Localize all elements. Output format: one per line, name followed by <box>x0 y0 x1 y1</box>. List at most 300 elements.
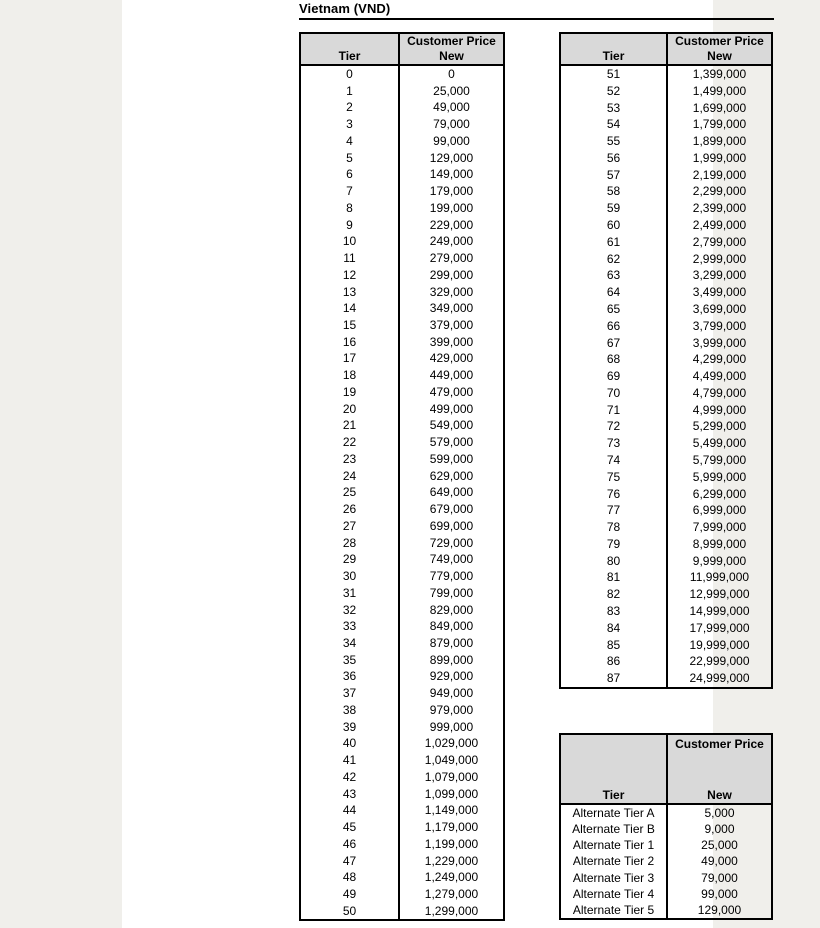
tier-cell: 7 <box>346 184 353 199</box>
price-cell: 349,000 <box>399 300 504 317</box>
price-cell: 179,000 <box>399 183 504 200</box>
price-cell: 5,999,000 <box>667 469 772 486</box>
price-cell: 99,000 <box>399 133 504 150</box>
price-cell: 199,000 <box>399 200 504 217</box>
table-row <box>560 284 772 301</box>
price-cell: 229,000 <box>399 217 504 234</box>
tier-cell: 24 <box>342 468 357 483</box>
table-row <box>300 869 504 886</box>
table-row <box>560 536 772 553</box>
table-row <box>300 334 504 351</box>
table-row <box>560 234 772 251</box>
table-row <box>300 585 504 602</box>
table-row <box>560 150 772 167</box>
tier-cell: 82 <box>606 587 621 602</box>
table-row <box>300 668 504 685</box>
tier-header-label: Tier <box>338 49 361 63</box>
table-row <box>300 200 504 217</box>
price-cell: 299,000 <box>399 267 504 284</box>
price-cell: 429,000 <box>399 350 504 367</box>
table-row <box>300 518 504 535</box>
table-row <box>300 886 504 903</box>
tier-cell: 38 <box>342 702 357 717</box>
price-column-header <box>667 33 772 65</box>
tier-cell: 28 <box>342 535 357 550</box>
price-cell: 3,299,000 <box>667 267 772 284</box>
table-row <box>560 603 772 620</box>
table-row <box>560 569 772 586</box>
table-body <box>560 65 772 688</box>
tier-cell: 18 <box>342 368 357 383</box>
price-cell: 379,000 <box>399 317 504 334</box>
price-cell: 2,299,000 <box>667 183 772 200</box>
price-cell: 999,000 <box>399 719 504 736</box>
tier-cell: 46 <box>342 836 357 851</box>
price-cell: 849,000 <box>399 618 504 635</box>
tier-cell: 32 <box>342 602 357 617</box>
tier-column-header <box>300 33 399 65</box>
table-row <box>560 267 772 284</box>
price-cell: 329,000 <box>399 284 504 301</box>
table-row <box>300 267 504 284</box>
tier-cell: 63 <box>606 268 621 283</box>
tier-cell: 20 <box>342 401 357 416</box>
price-column-header <box>399 33 504 65</box>
tier-cell: 69 <box>606 369 621 384</box>
table-row <box>300 468 504 485</box>
price-cell: 449,000 <box>399 367 504 384</box>
header-row <box>560 33 772 65</box>
price-cell: 4,799,000 <box>667 385 772 402</box>
table-row <box>560 217 772 234</box>
tier-cell: 85 <box>606 637 621 652</box>
tier-cell: 73 <box>606 436 621 451</box>
price-cell: 5,000 <box>667 804 772 821</box>
tier-cell: 51 <box>606 67 621 81</box>
tier-cell: 71 <box>606 402 621 417</box>
table-row <box>300 233 504 250</box>
table-row <box>300 719 504 736</box>
price-cell: 499,000 <box>399 401 504 418</box>
price-cell: 929,000 <box>399 668 504 685</box>
price-cell: 25,000 <box>667 837 772 853</box>
table-row <box>560 318 772 335</box>
price-cell: 24,999,000 <box>667 670 772 688</box>
tier-cell: 65 <box>606 301 621 316</box>
tier-cell: 40 <box>342 736 357 751</box>
price-cell: 2,399,000 <box>667 200 772 217</box>
tier-cell: 42 <box>342 769 357 784</box>
price-cell: 8,999,000 <box>667 536 772 553</box>
table-body <box>300 65 504 920</box>
price-cell: 549,000 <box>399 417 504 434</box>
price-cell: 99,000 <box>667 886 772 902</box>
tier-cell: 53 <box>606 100 621 115</box>
table-row <box>560 133 772 150</box>
price-cell: 149,000 <box>399 166 504 183</box>
price-cell: 729,000 <box>399 535 504 552</box>
price-cell: 879,000 <box>399 635 504 652</box>
price-cell: 249,000 <box>399 233 504 250</box>
table-row <box>560 183 772 200</box>
table-row <box>560 553 772 570</box>
price-cell: 2,199,000 <box>667 167 772 184</box>
tier-cell: 3 <box>346 117 353 132</box>
table-row <box>300 116 504 133</box>
table-row <box>300 853 504 870</box>
table-row <box>560 116 772 133</box>
tier-cell: 77 <box>606 503 621 518</box>
price-cell: 19,999,000 <box>667 637 772 654</box>
header-spacer <box>561 34 666 49</box>
tier-cell: Alternate Tier 1 <box>572 838 655 853</box>
price-cell: 949,000 <box>399 685 504 702</box>
price-cell: 1,179,000 <box>399 819 504 836</box>
new-header-label: New <box>707 788 732 802</box>
table-row <box>560 385 772 402</box>
price-cell: 1,799,000 <box>667 116 772 133</box>
tier-cell: Alternate Tier 2 <box>572 854 655 869</box>
table-row <box>300 551 504 568</box>
price-table <box>559 733 773 920</box>
price-cell: 1,699,000 <box>667 100 772 117</box>
price-cell: 979,000 <box>399 702 504 719</box>
table-row <box>300 652 504 669</box>
price-cell: 79,000 <box>667 870 772 886</box>
table-row <box>300 635 504 652</box>
price-cell: 899,000 <box>399 652 504 669</box>
table-row <box>300 802 504 819</box>
customer-price-header-label: Customer Price <box>675 737 764 751</box>
tier-cell: 36 <box>342 669 357 684</box>
price-cell: 479,000 <box>399 384 504 401</box>
price-cell: 5,299,000 <box>667 418 772 435</box>
tier-cell: 84 <box>606 620 621 635</box>
tier-cell: 45 <box>342 820 357 835</box>
table-row <box>560 335 772 352</box>
table-row <box>300 434 504 451</box>
table-row <box>300 685 504 702</box>
table-row <box>560 167 772 184</box>
tier-cell: 59 <box>606 201 621 216</box>
price-cell: 749,000 <box>399 551 504 568</box>
tier-cell: 17 <box>342 351 357 366</box>
tier-header-label: Tier <box>602 788 625 802</box>
price-cell: 399,000 <box>399 334 504 351</box>
tier-cell: 1 <box>346 83 353 98</box>
table-row <box>300 166 504 183</box>
table-row <box>560 804 772 821</box>
tier-cell: 8 <box>346 200 353 215</box>
table-row <box>300 300 504 317</box>
price-cell: 1,099,000 <box>399 786 504 803</box>
tier-cell: 33 <box>342 619 357 634</box>
price-cell: 5,799,000 <box>667 452 772 469</box>
tier-cell: 58 <box>606 184 621 199</box>
tier-cell: 2 <box>346 100 353 115</box>
price-cell: 1,079,000 <box>399 769 504 786</box>
price-table-tiers-0-50 <box>299 32 505 921</box>
tier-cell: 35 <box>342 652 357 667</box>
tier-cell: 80 <box>606 553 621 568</box>
table-row <box>560 519 772 536</box>
table-row <box>300 535 504 552</box>
table-row <box>300 484 504 501</box>
tier-cell: 19 <box>342 384 357 399</box>
price-cell: 1,299,000 <box>399 903 504 921</box>
table-row <box>300 735 504 752</box>
table-row <box>300 752 504 769</box>
price-cell: 3,999,000 <box>667 335 772 352</box>
tier-cell: 25 <box>342 485 357 500</box>
price-cell: 279,000 <box>399 250 504 267</box>
table-row <box>560 452 772 469</box>
tier-cell: 75 <box>606 469 621 484</box>
tier-cell: 79 <box>606 536 621 551</box>
table-row <box>560 100 772 117</box>
tier-cell: 54 <box>606 117 621 132</box>
header-row <box>300 33 504 65</box>
price-cell: 1,049,000 <box>399 752 504 769</box>
document-sheet <box>122 0 764 928</box>
price-cell: 1,029,000 <box>399 735 504 752</box>
price-cell: 7,999,000 <box>667 519 772 536</box>
tier-cell: 12 <box>342 267 357 282</box>
price-cell: 129,000 <box>399 150 504 167</box>
table-row <box>560 351 772 368</box>
price-cell: 1,399,000 <box>667 65 772 83</box>
tier-cell: 64 <box>606 285 621 300</box>
table-header <box>560 33 772 65</box>
tier-cell: 70 <box>606 385 621 400</box>
price-cell: 2,499,000 <box>667 217 772 234</box>
table-row <box>300 702 504 719</box>
table-row <box>560 902 772 919</box>
table-row <box>300 150 504 167</box>
table-row <box>300 217 504 234</box>
tier-cell: 68 <box>606 352 621 367</box>
tier-cell: Alternate Tier 4 <box>572 886 655 901</box>
tier-cell: 4 <box>346 133 353 148</box>
tier-cell: 15 <box>342 318 357 333</box>
tier-cell: 31 <box>342 585 357 600</box>
price-cell: 1,199,000 <box>399 836 504 853</box>
price-cell: 1,149,000 <box>399 802 504 819</box>
tier-cell: 43 <box>342 786 357 801</box>
price-cell: 579,000 <box>399 434 504 451</box>
tier-cell: 14 <box>342 301 357 316</box>
tier-cell: 56 <box>606 150 621 165</box>
table-row <box>300 317 504 334</box>
table-row <box>560 637 772 654</box>
table-row <box>560 469 772 486</box>
price-cell: 11,999,000 <box>667 569 772 586</box>
customer-price-header-label: Customer Price <box>407 34 496 48</box>
table-row <box>300 417 504 434</box>
table-row <box>300 568 504 585</box>
header-row <box>560 734 772 804</box>
tier-cell: 44 <box>342 803 357 818</box>
tier-cell: 67 <box>606 335 621 350</box>
price-cell: 9,000 <box>667 821 772 837</box>
customer-price-header-label: Customer Price <box>675 34 764 48</box>
tier-cell: Alternate Tier A <box>572 806 655 820</box>
tier-cell: 49 <box>342 886 357 901</box>
table-row <box>300 183 504 200</box>
price-cell: 649,000 <box>399 484 504 501</box>
new-header-label: New <box>439 49 464 63</box>
table-row <box>560 368 772 385</box>
table-row <box>300 451 504 468</box>
table-row <box>560 65 772 83</box>
price-column-header <box>667 734 772 804</box>
tier-column-header <box>560 33 667 65</box>
tier-cell: Alternate Tier 5 <box>572 902 655 917</box>
tier-cell: 41 <box>342 753 357 768</box>
price-cell: 79,000 <box>399 116 504 133</box>
tier-cell: 81 <box>606 570 621 585</box>
table-row <box>560 301 772 318</box>
tier-column-header <box>560 734 667 804</box>
header-spacer <box>561 737 666 752</box>
tier-cell: 87 <box>606 671 621 686</box>
table-row <box>560 251 772 268</box>
tier-cell: 11 <box>343 251 356 266</box>
table-row <box>560 502 772 519</box>
price-cell: 1,899,000 <box>667 133 772 150</box>
price-cell: 4,299,000 <box>667 351 772 368</box>
tier-cell: 86 <box>606 654 621 669</box>
table-row <box>300 819 504 836</box>
table-row <box>560 402 772 419</box>
table-row <box>300 350 504 367</box>
table-row <box>560 870 772 886</box>
tier-cell: 23 <box>342 451 357 466</box>
price-cell: 699,000 <box>399 518 504 535</box>
tier-cell: 76 <box>606 486 621 501</box>
price-cell: 5,499,000 <box>667 435 772 452</box>
price-cell: 1,499,000 <box>667 83 772 100</box>
new-header-label: New <box>707 49 732 63</box>
tier-cell: 39 <box>342 719 357 734</box>
price-cell: 25,000 <box>399 83 504 100</box>
table-row <box>300 65 504 83</box>
tier-cell: 62 <box>606 251 621 266</box>
table-row <box>300 401 504 418</box>
price-cell: 1,999,000 <box>667 150 772 167</box>
tier-cell: 10 <box>342 234 357 249</box>
table-row <box>300 133 504 150</box>
tier-cell: 55 <box>606 134 621 149</box>
tier-cell: 74 <box>606 452 621 467</box>
price-cell: 679,000 <box>399 501 504 518</box>
price-cell: 6,999,000 <box>667 502 772 519</box>
price-cell: 629,000 <box>399 468 504 485</box>
price-cell: 1,279,000 <box>399 886 504 903</box>
price-cell: 4,499,000 <box>667 368 772 385</box>
tier-cell: 27 <box>342 518 357 533</box>
table-row <box>560 886 772 902</box>
table-row <box>300 367 504 384</box>
tier-cell: 21 <box>342 418 357 433</box>
table-row <box>560 586 772 603</box>
table-header <box>560 734 772 804</box>
table-row <box>560 853 772 869</box>
tier-header-label: Tier <box>602 49 625 63</box>
tier-cell: Alternate Tier 3 <box>572 870 655 885</box>
price-cell: 799,000 <box>399 585 504 602</box>
price-cell: 2,799,000 <box>667 234 772 251</box>
price-cell: 829,000 <box>399 602 504 619</box>
tier-cell: 34 <box>342 635 357 650</box>
table-row <box>560 418 772 435</box>
price-cell: 49,000 <box>667 853 772 869</box>
price-header-cell <box>668 735 771 803</box>
table-row <box>300 836 504 853</box>
price-cell: 129,000 <box>667 902 772 919</box>
tier-cell: 48 <box>342 870 357 885</box>
table-row <box>300 786 504 803</box>
table-row <box>560 83 772 100</box>
tier-cell: 0 <box>346 67 353 81</box>
table-row <box>300 284 504 301</box>
table-row <box>300 602 504 619</box>
price-cell: 3,699,000 <box>667 301 772 318</box>
tier-cell: 60 <box>606 218 621 233</box>
tier-header-cell <box>561 735 666 803</box>
tier-cell: 22 <box>342 435 357 450</box>
table-row <box>560 620 772 637</box>
tier-cell: 66 <box>606 318 621 333</box>
price-cell: 3,799,000 <box>667 318 772 335</box>
tier-cell: 72 <box>606 419 621 434</box>
tier-cell: 5 <box>346 150 353 165</box>
price-table-tiers-51-87 <box>559 32 773 689</box>
table-row <box>560 486 772 503</box>
header-spacer <box>301 34 398 49</box>
tier-cell: 26 <box>342 502 357 517</box>
tier-cell: 6 <box>346 167 353 182</box>
tier-cell: 57 <box>606 167 621 182</box>
price-cell: 779,000 <box>399 568 504 585</box>
table-row <box>300 250 504 267</box>
price-cell: 14,999,000 <box>667 603 772 620</box>
price-cell: 12,999,000 <box>667 586 772 603</box>
tier-cell: 9 <box>346 217 353 232</box>
table-row <box>560 670 772 688</box>
table-row <box>300 99 504 116</box>
price-cell: 22,999,000 <box>667 653 772 670</box>
tier-cell: 29 <box>342 552 357 567</box>
tier-cell: 37 <box>342 686 357 701</box>
table-row <box>560 200 772 217</box>
table-row <box>300 618 504 635</box>
tier-cell: 47 <box>342 853 357 868</box>
price-cell: 17,999,000 <box>667 620 772 637</box>
table-row <box>300 83 504 100</box>
tier-cell: 83 <box>606 604 621 618</box>
table-body <box>560 804 772 919</box>
price-cell: 599,000 <box>399 451 504 468</box>
table-row <box>300 769 504 786</box>
price-cell: 2,999,000 <box>667 251 772 268</box>
price-table <box>559 32 773 689</box>
price-cell: 4,999,000 <box>667 402 772 419</box>
tier-cell: 50 <box>342 903 357 918</box>
price-cell: 1,229,000 <box>399 853 504 870</box>
table-row <box>300 384 504 401</box>
price-cell: 3,499,000 <box>667 284 772 301</box>
